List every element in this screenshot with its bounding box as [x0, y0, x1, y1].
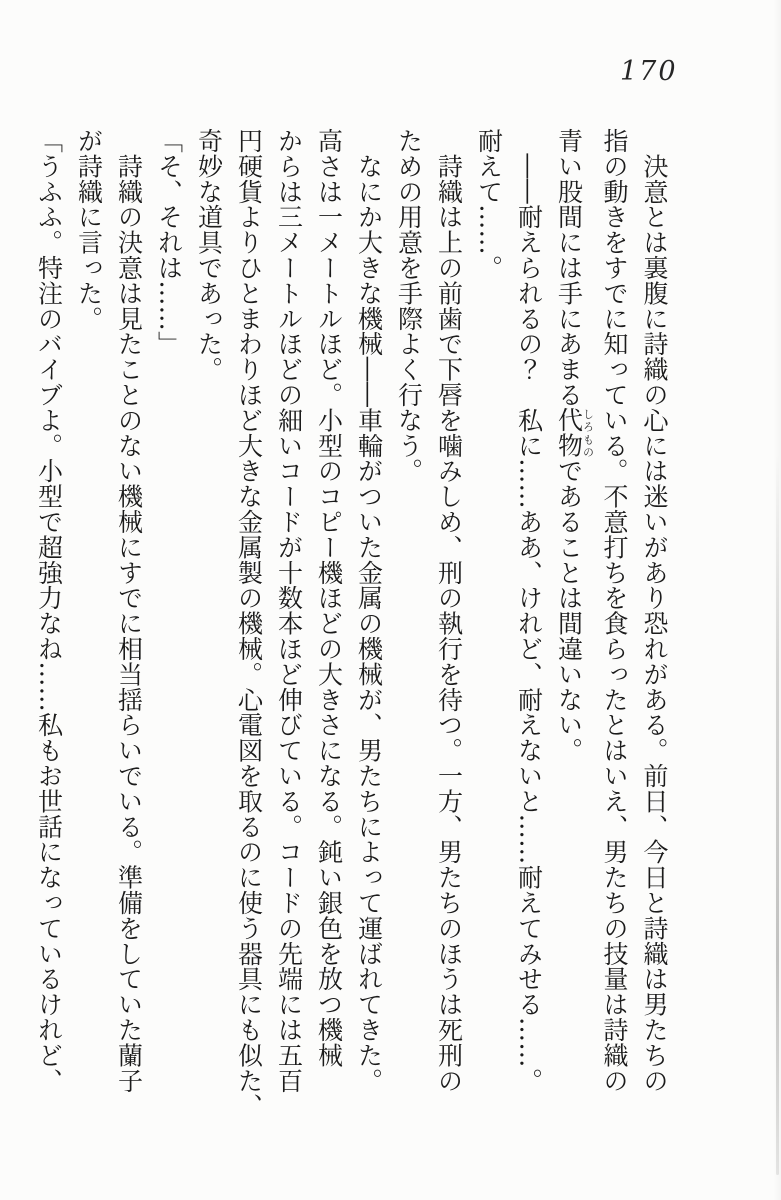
ruby-text: しろもの [581, 407, 595, 459]
text-line: 「うふふ。特注のバイブよ。小型で超強力なね……私もお世話になっているけれど、 [34, 128, 64, 1094]
text-line: ――耐えられるの？ 私に……ああ、けれど、耐えないと……耐えてみせる……。 [514, 128, 544, 1094]
text-line: なにか大きな機械――車輪がついた金属の機械が、男たちによって運ばれてきた。 [354, 128, 384, 1094]
furigana-ruby [554, 407, 595, 459]
text-line: 詩織は上の前歯で下唇を噛みしめ、刑の執行を待つ。一方、男たちのほうは死刑の [434, 128, 464, 1094]
text-line: 指の動きをすでに知っている。不意打ちを食らったとはいえ、男たちの技量は詩織の [600, 128, 629, 1094]
line-post-text: であることは間違いない。 [554, 458, 584, 764]
text-line: 決意とは裏腹に詩織の心には迷いがあり恐れがある。前日、今日と詩織は男たちの [640, 128, 669, 1094]
line-pre-text: 青い股間には手にあまる [554, 128, 584, 408]
text-line: 耐えて……。 [474, 128, 504, 281]
ruby-base: 代物 [554, 407, 584, 459]
text-line: 円硬貨よりひとまわりほど大きな金属製の機械。心電図を取るのに使う器具にも似た、 [234, 128, 264, 1119]
text-line: ための用意を手際よく行なう。 [394, 128, 424, 484]
vertical-text-block [32, 128, 674, 1122]
page-number: 170 [620, 56, 678, 87]
text-line: が詩織に言った。 [74, 128, 104, 332]
text-line-with-furigana [549, 128, 595, 1122]
scan-artifact-edge-shadow [773, 0, 781, 1200]
text-line: からは三メートルほどの細いコードが十数本ほど伸びている。コードの先端には五百 [274, 128, 304, 1094]
text-line: 奇妙な道具であった。 [194, 128, 224, 382]
text-line: 「そ、それは……」 [154, 128, 184, 357]
text-line: 詩織の決意は見たことのない機械にすでに相当揺らいでいる。準備をしていた蘭子 [114, 128, 144, 1094]
text-line: 高さは一メートルほど。小型のコピー機ほどの大きさになる。鈍い銀色を放つ機械 [314, 128, 344, 1068]
